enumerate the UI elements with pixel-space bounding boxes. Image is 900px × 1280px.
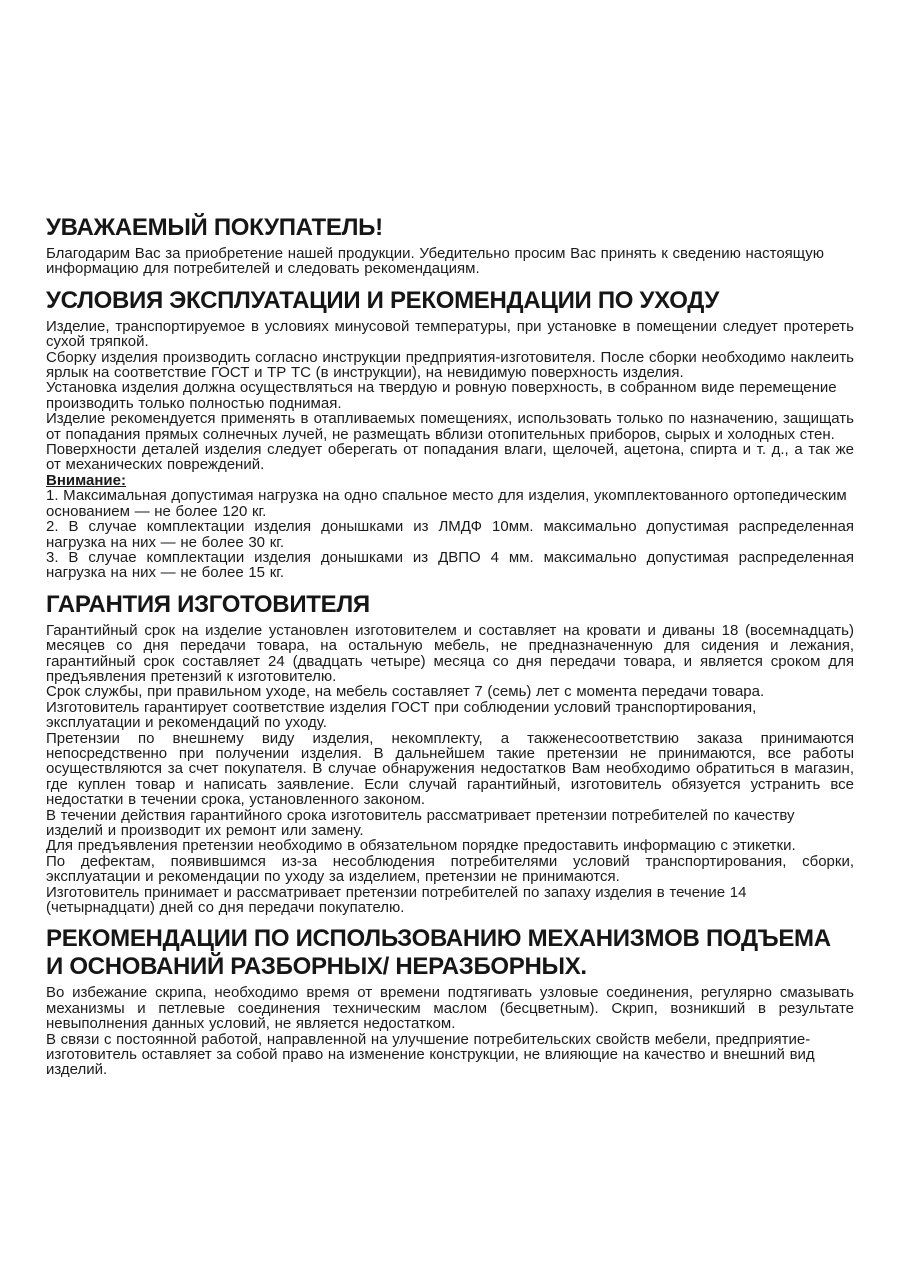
paragraph-surfaces: Поверхности деталей изделия следует оберегать от попадания влаги, щелочей, ацетона, спирта и т. д., а так же от механических повреждений. (46, 441, 854, 474)
paragraph-squeak-prevention: Во избежание скрипа, необходимо время от времени подтягивать узловые соединения, регулярно смазывать механизмы и петлевые соединения техническим маслом (бесцветным). Скрип, возникший в результате невыполнения данных условий, не является недостатком. (46, 984, 854, 1033)
paragraph-label-info: Для предъявления претензии необходимо в обязательном порядке предоставить информацию с этикетки. (46, 837, 796, 855)
section-title-lift-mechanisms (46, 925, 854, 981)
paragraph-claims-quality: В течении действия гарантийного срока изготовитель рассматривает претензии потребителей по качеству изделий и производит их ремонт или замену. (46, 806, 795, 839)
list-item-max-load-120: 1. Максимальная допустимая нагрузка на одно спальное место для изделия, укомплектованного ортопедическим основанием — не более 120 кг. (46, 487, 847, 520)
section-usage-conditions (46, 287, 854, 581)
attention-label: Внимание: (46, 471, 126, 489)
paragraph-odor-claims: Изготовитель принимает и рассматривает претензии потребителей по запаху изделия в течение 14 (четырнадцати) дней со дня передачи покупателю. (46, 883, 747, 917)
section-warranty (46, 591, 854, 916)
paragraph-defects-excluded: По дефектам, появившимся из-за несоблюдения потребителями условий транспортирования, сборки, эксплуатации и рекомендации по уходу за изделием, претензии не принимаются. (46, 852, 854, 886)
paragraph-installation: Установка изделия должна осуществляться на твердую и ровную поверхность, в собранном виде перемещение производить только полностью поднимая. (46, 379, 837, 412)
section-title-warranty: ГАРАНТИЯ ИЗГОТОВИТЕЛЯ (46, 590, 370, 618)
paragraph-heated-rooms: Изделие рекомендуется применять в отапливаемых помещениях, использовать только по назначению, защищать от попадания прямых солнечных лучей, не размещать вблизи отопительных приборов, сырых и холодных стен. (46, 410, 854, 443)
paragraph-gost-compliance: Изготовитель гарантирует соответствие изделия ГОСТ при соблюдении условий транспортирования, эксплуатации и рекомендаций по уходу. (46, 698, 757, 732)
section-title-line-2: И ОСНОВАНИЙ РАЗБОРНЫХ/ НЕРАЗБОРНЫХ. (46, 953, 587, 981)
section-lift-mechanisms (46, 925, 854, 1077)
paragraph-design-changes: В связи с постоянной работой, направленной на улучшение потребительских свойств мебели, предприятие-изготовитель оставляет за собой право на изменение конструкции, не влияющие на качество и внешний вид изделий. (46, 1030, 815, 1079)
paragraph-warranty-period: Гарантийный срок на изделие установлен изготовителем и составляет на кровати и диваны 18 (восемнадцать) месяцев со дня передачи товара, на остальную мебель, не предназначенную для сидения и лежания, гарантийный срок составляет 24 (двадцать четыре) месяца со дня передачи товара, и является сроком для предъявления претензий к изготовителю. (46, 621, 854, 685)
section-dear-customer (46, 214, 854, 277)
paragraph-assembly: Сборку изделия производить согласно инструкции предприятия-изготовителя. После сборки необходимо наклеить ярлык на соответствие ГОСТ и ТР ТС (в инструкции), на невидимую поверхность изделия. (46, 348, 854, 382)
paragraph-claims-appearance: Претензии по внешнему виду изделия, некомплекту, а такженесоответствию заказа принимаются непосредственно при получении изделия. В дальнейшем такие претензии не принимаются, все работы осуществляются за счет покупателя. В случае обнаружения недостатков Вам необходимо обратиться в магазин, где куплен товар и написать заявление. Если случай гарантийный, изготовитель обязуется устранить все недостатки в течении срока, установленного законом. (46, 729, 854, 809)
section-title-line-1: РЕКОМЕНДАЦИИ ПО ИСПОЛЬЗОВАНИЮ МЕХАНИЗМОВ ПОДЪЕМА (46, 925, 831, 953)
list-item-max-load-15: 3. В случае комплектации изделия донышками из ДВПО 4 мм. максимально допустимая распределенная нагрузка на них — не более 15 кг. (46, 548, 854, 582)
paragraph-transport: Изделие, транспортируемое в условиях минусовой температуры, при установке в помещении следует протереть сухой тряпкой. (46, 317, 854, 351)
paragraph-greeting: Благодарим Вас за приобретение нашей продукции. Убедительно просим Вас принять к сведению настоящую информацию для потребителей и следовать рекомендациям. (46, 245, 825, 278)
section-title-usage-conditions: УСЛОВИЯ ЭКСПЛУАТАЦИИ И РЕКОМЕНДАЦИИ ПО УХОДУ (46, 286, 720, 314)
section-title-dear-customer: УВАЖАЕМЫЙ ПОКУПАТЕЛЬ! (46, 214, 383, 241)
paragraph-service-life: Срок службы, при правильном уходе, на мебель составляет 7 (семь) лет с момента передачи товара. (46, 683, 765, 701)
list-item-max-load-30: 2. В случае комплектации изделия донышками из ЛМДФ 10мм. максимально допустимая распределенная нагрузка на них — не более 30 кг. (46, 518, 854, 551)
